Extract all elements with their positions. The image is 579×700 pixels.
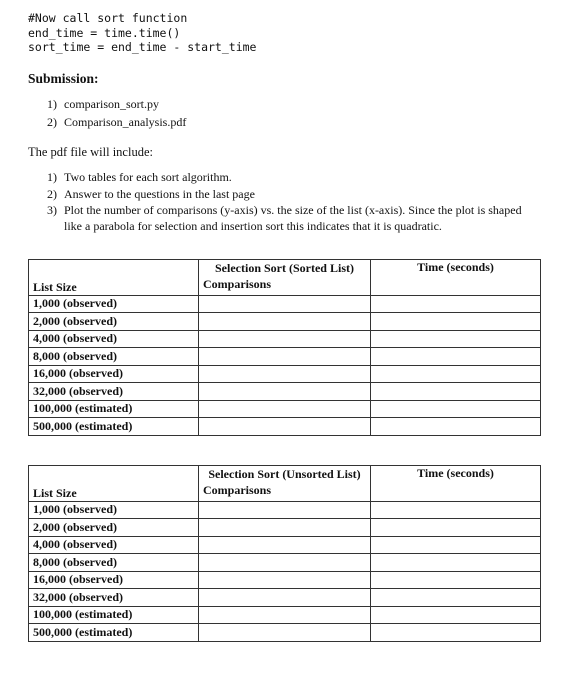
list-item	[47, 187, 537, 203]
header-empty-cell	[29, 466, 199, 483]
list-item	[47, 97, 547, 113]
comparisons-cell[interactable]	[199, 365, 371, 383]
table-row	[29, 536, 541, 554]
comparisons-cell[interactable]	[199, 295, 371, 313]
table-row	[29, 589, 541, 607]
submission-heading: Submission:	[28, 71, 99, 86]
submission-list	[47, 97, 547, 132]
row-label: 100,000 (estimated)	[29, 606, 199, 624]
table-row	[29, 400, 541, 418]
table-row	[29, 571, 541, 589]
list-number: 2)	[47, 186, 57, 201]
pdf-contents-list	[47, 170, 537, 235]
row-label: 100,000 (estimated)	[29, 400, 199, 418]
list-text: comparison_sort.py	[64, 97, 159, 111]
time-cell[interactable]	[371, 554, 541, 572]
table-row	[29, 295, 541, 313]
table-row	[29, 519, 541, 537]
list-text: Two tables for each sort algorithm.	[64, 170, 232, 184]
time-cell[interactable]	[371, 519, 541, 537]
row-label: 1,000 (observed)	[29, 501, 199, 519]
time-cell[interactable]	[371, 365, 541, 383]
comparisons-cell[interactable]	[199, 519, 371, 537]
time-cell[interactable]	[371, 624, 541, 642]
comparisons-cell[interactable]	[199, 589, 371, 607]
table-row	[29, 383, 541, 401]
table-row	[29, 313, 541, 331]
comparisons-cell[interactable]	[199, 571, 371, 589]
table-row	[29, 365, 541, 383]
comparisons-cell[interactable]	[199, 348, 371, 366]
time-cell[interactable]	[371, 348, 541, 366]
comparisons-cell[interactable]	[199, 501, 371, 519]
row-label: 32,000 (observed)	[29, 383, 199, 401]
comparisons-column-header: Comparisons	[199, 277, 371, 296]
list-number: 3)	[47, 203, 57, 217]
sorted-list-table	[28, 259, 541, 436]
code-line: sort_time = end_time - start_time	[28, 40, 257, 54]
table-row	[29, 501, 541, 519]
time-cell[interactable]	[371, 418, 541, 436]
row-label: 16,000 (observed)	[29, 571, 199, 589]
table-row	[29, 624, 541, 642]
comparisons-cell[interactable]	[199, 313, 371, 331]
list-number: 1)	[47, 97, 57, 111]
comparisons-cell[interactable]	[199, 418, 371, 436]
list-item	[47, 170, 537, 186]
list-item	[47, 203, 537, 234]
row-label: 2,000 (observed)	[29, 519, 199, 537]
table-row	[29, 348, 541, 366]
comparisons-cell[interactable]	[199, 536, 371, 554]
time-cell[interactable]	[371, 313, 541, 331]
row-label: 500,000 (estimated)	[29, 418, 199, 436]
time-cell[interactable]	[371, 606, 541, 624]
time-cell[interactable]	[371, 330, 541, 348]
list-number: 2)	[47, 114, 57, 129]
row-label: 32,000 (observed)	[29, 589, 199, 607]
row-label: 4,000 (observed)	[29, 330, 199, 348]
list-text: Answer to the questions in the last page	[64, 186, 255, 201]
row-label: 16,000 (observed)	[29, 365, 199, 383]
comparisons-cell[interactable]	[199, 606, 371, 624]
table-row	[29, 418, 541, 436]
table-title: Selection Sort (Sorted List)	[199, 260, 371, 277]
table-row	[29, 554, 541, 572]
time-cell[interactable]	[371, 501, 541, 519]
list-size-column-header: List Size	[29, 483, 199, 502]
row-label: 500,000 (estimated)	[29, 624, 199, 642]
time-cell[interactable]	[371, 536, 541, 554]
list-size-column-header: List Size	[29, 277, 199, 296]
comparisons-cell[interactable]	[199, 330, 371, 348]
comparisons-cell[interactable]	[199, 383, 371, 401]
comparisons-cell[interactable]	[199, 624, 371, 642]
header-empty-cell	[29, 260, 199, 277]
time-column-header: Time (seconds)	[371, 260, 541, 296]
row-label: 8,000 (observed)	[29, 348, 199, 366]
row-label: 8,000 (observed)	[29, 554, 199, 572]
time-cell[interactable]	[371, 400, 541, 418]
table-row	[29, 606, 541, 624]
list-item	[47, 115, 547, 131]
table-title: Selection Sort (Unsorted List)	[199, 466, 371, 483]
list-number: 1)	[47, 170, 57, 184]
list-text: Comparison_analysis.pdf	[64, 114, 187, 129]
code-line: #Now call sort function	[28, 11, 188, 25]
row-label: 4,000 (observed)	[29, 536, 199, 554]
pdf-intro: The pdf file will include:	[28, 145, 153, 159]
comparisons-cell[interactable]	[199, 554, 371, 572]
row-label: 1,000 (observed)	[29, 295, 199, 313]
list-text: Plot the number of comparisons (y-axis) vs. the size of the list (x-axis). Since the plot is shaped like a parabola for selection and insertion sort this indicates that it is quadratic.	[64, 203, 522, 233]
row-label: 2,000 (observed)	[29, 313, 199, 331]
time-column-header: Time (seconds)	[371, 466, 541, 502]
time-cell[interactable]	[371, 295, 541, 313]
code-line: end_time = time.time()	[28, 25, 181, 40]
comparisons-cell[interactable]	[199, 400, 371, 418]
time-cell[interactable]	[371, 383, 541, 401]
table-row	[29, 330, 541, 348]
comparisons-column-header: Comparisons	[199, 483, 371, 502]
time-cell[interactable]	[371, 571, 541, 589]
unsorted-list-table	[28, 465, 541, 642]
time-cell[interactable]	[371, 589, 541, 607]
code-snippet	[28, 11, 256, 55]
